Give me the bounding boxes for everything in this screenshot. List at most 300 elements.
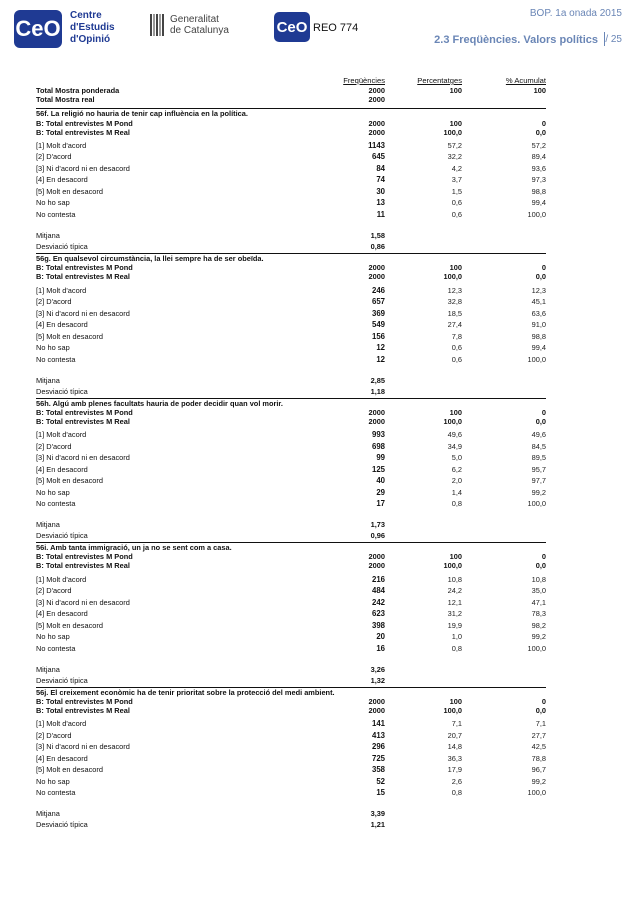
base-row	[36, 552, 546, 561]
ceo-logo: CeO	[14, 10, 62, 48]
cell-label: [2] D'acord	[36, 441, 72, 451]
cell-label: No contesta	[36, 209, 76, 219]
cell-v3: 98,8	[531, 331, 546, 341]
cell-v2: 5,0	[451, 453, 462, 463]
cell-label: B: Total entrevistes M Real	[36, 416, 130, 426]
cell-v2: 20,7	[447, 730, 462, 740]
cell-label: B: Total entrevistes M Real	[36, 127, 130, 137]
page-header	[0, 0, 638, 60]
cell-v3: 99,4	[531, 343, 546, 352]
cell-v1: 1,58	[370, 230, 385, 240]
cell-v3: 47,1	[531, 597, 546, 607]
cell-v1: 216	[371, 574, 385, 584]
cell-v1: 698	[371, 441, 385, 451]
cell-label: B: Total entrevistes M Pond	[36, 263, 133, 273]
questions-container	[36, 108, 546, 830]
cell-v1: 657	[371, 297, 385, 306]
cell-v2: 12,3	[447, 285, 462, 295]
cell-v2: 100	[449, 86, 462, 95]
cell-v2: 7,1	[451, 719, 462, 729]
cell-v1: 2000	[368, 86, 385, 95]
cell-v3: 97,3	[531, 175, 546, 185]
cell-v3: 7,1	[535, 719, 546, 729]
answer-row	[36, 354, 546, 366]
cell-v3: 97,7	[531, 476, 546, 486]
cell-v2: 17,9	[447, 765, 462, 775]
cell-v3: 96,7	[531, 765, 546, 775]
cell-v3: 78,3	[531, 609, 546, 619]
cell-v3: 12,3	[531, 285, 546, 295]
cell-v3: 42,5	[531, 742, 546, 752]
answer-row	[36, 764, 546, 776]
cell-label: [3] Ni d'acord ni en desacord	[36, 597, 130, 607]
cell-v3: 98,8	[531, 186, 546, 196]
cell-v2: 100	[449, 118, 462, 128]
cell-v2: 24,2	[447, 586, 462, 596]
cell-label: Mitjana	[36, 809, 60, 819]
cell-v3: 78,8	[531, 753, 546, 763]
cell-v2: 0,6	[451, 198, 462, 208]
cell-v1: 246	[371, 285, 385, 295]
cell-label: [5] Molt en desacord	[36, 620, 103, 630]
cell-v1: 17	[376, 499, 385, 509]
cell-v2: 0,8	[451, 788, 462, 798]
answer-row	[36, 151, 546, 163]
cell-label: Mitjana	[36, 520, 60, 530]
answer-row	[36, 464, 546, 476]
survey-title: BOP. 1a onada 2015	[529, 8, 622, 19]
base-row	[36, 706, 546, 715]
cell-v1: 52	[376, 776, 385, 786]
spacer	[36, 220, 546, 230]
cell-label: [5] Molt en desacord	[36, 476, 103, 486]
base-row	[36, 272, 546, 281]
cell-v2: 100,0	[443, 127, 462, 137]
answer-row	[36, 498, 546, 510]
cell-v2: 1,0	[451, 632, 462, 642]
cell-v1: 3,26	[370, 664, 385, 674]
cell-v1: 12	[376, 343, 385, 352]
cell-v2: 36,3	[447, 753, 462, 763]
cell-label: [4] En desacord	[36, 609, 88, 619]
cell-v1: 2,85	[370, 375, 385, 385]
cell-label: No ho sap	[36, 487, 70, 497]
cell-v2: 19,9	[447, 620, 462, 630]
cell-v2: 27,4	[447, 320, 462, 329]
cell-label: [5] Molt en desacord	[36, 331, 103, 341]
cell-v2: 0,8	[451, 643, 462, 653]
cell-v1: 296	[371, 742, 385, 752]
cell-v2: 100,0	[443, 272, 462, 282]
cell-v2: 14,8	[447, 742, 462, 752]
stat-row	[36, 375, 546, 386]
cell-v2: 3,7	[451, 175, 462, 185]
cell-v3: 0,0	[535, 561, 546, 571]
cell-v1: 398	[371, 620, 385, 630]
cell-v3: 45,1	[531, 297, 546, 306]
cell-v2: 100	[449, 552, 462, 562]
cell-v3: 100,0	[527, 788, 546, 798]
cell-v1: 20	[376, 632, 385, 642]
cell-v3: 100	[533, 86, 546, 95]
answer-row	[36, 174, 546, 186]
base-row	[36, 263, 546, 272]
total-row	[36, 95, 546, 104]
question-section	[36, 253, 546, 397]
answer-row	[36, 776, 546, 788]
reo-label: REO 774	[313, 22, 359, 34]
answer-row	[36, 643, 546, 655]
cell-v2: 18,5	[447, 308, 462, 318]
cell-v3: 89,5	[531, 453, 546, 463]
cell-v1: 358	[371, 765, 385, 775]
cell-v3: 0	[541, 552, 546, 562]
cell-v2: 57,2	[447, 140, 462, 150]
cell-label: No ho sap	[36, 343, 70, 352]
cell-v1: 484	[371, 586, 385, 596]
cell-v3: 95,7	[531, 464, 546, 474]
cell-v2: 0,6	[451, 343, 462, 352]
cell-v1: 141	[371, 719, 385, 729]
cell-v1: 156	[371, 331, 385, 341]
cell-label: Desviació típica	[36, 386, 88, 396]
answer-row	[36, 730, 546, 742]
cell-v1: 2000	[368, 552, 385, 562]
cell-v3: 100,0	[527, 499, 546, 509]
answer-row	[36, 140, 546, 152]
column-header-frequencies: Freqüències	[343, 76, 385, 85]
stat-row	[36, 808, 546, 819]
cell-label: [4] En desacord	[36, 753, 88, 763]
answer-row	[36, 163, 546, 175]
stat-row	[36, 819, 546, 830]
base-block	[36, 408, 546, 426]
answer-row	[36, 186, 546, 198]
cell-v1: 2000	[368, 696, 385, 706]
base-row	[36, 119, 546, 128]
question-title: 56g. En qualsevol circumstància, la llei sempre ha de ser obeïda.	[36, 253, 264, 263]
totals-block	[36, 86, 546, 104]
cell-v3: 100,0	[527, 209, 546, 219]
cell-label: [1] Molt d'acord	[36, 285, 87, 295]
cell-v1: 242	[371, 597, 385, 607]
cell-label: [2] D'acord	[36, 730, 72, 740]
cell-v1: 645	[371, 152, 385, 162]
cell-v1: 549	[371, 320, 385, 329]
cell-label: [1] Molt d'acord	[36, 430, 87, 440]
question-title: 56i. Amb tanta immigració, un ja no se sent com a casa.	[36, 543, 232, 553]
section-title: 2.3 Freqüències. Valors polítics	[434, 34, 598, 46]
cell-v2: 100	[449, 263, 462, 273]
cell-label: [5] Molt en desacord	[36, 765, 103, 775]
cell-v1: 3,39	[370, 809, 385, 819]
cell-v1: 29	[376, 487, 385, 497]
stat-row	[36, 230, 546, 241]
cell-v1: 2000	[368, 706, 385, 715]
cell-v1: 0,86	[370, 241, 385, 251]
cell-v3: 0	[541, 118, 546, 128]
column-headers	[36, 70, 546, 86]
cell-label: Desviació típica	[36, 241, 88, 251]
cell-v2: 100	[449, 407, 462, 417]
cell-v1: 2000	[368, 272, 385, 282]
cell-v2: 100	[449, 696, 462, 706]
cell-v1: 84	[376, 163, 385, 173]
cell-label: [2] D'acord	[36, 152, 72, 162]
cell-v2: 2,6	[451, 776, 462, 786]
cell-label: B: Total entrevistes M Pond	[36, 118, 133, 128]
answer-row	[36, 429, 546, 441]
cell-label: B: Total entrevistes M Real	[36, 561, 130, 571]
answer-row	[36, 620, 546, 632]
page-number: / 25	[605, 34, 622, 45]
answer-row	[36, 308, 546, 320]
cell-v3: 99,2	[531, 776, 546, 786]
cell-label: No ho sap	[36, 632, 70, 642]
cell-v1: 369	[371, 308, 385, 318]
cell-v1: 125	[371, 464, 385, 474]
answer-row	[36, 631, 546, 643]
cell-label: Desviació típica	[36, 531, 88, 541]
cell-v1: 725	[371, 753, 385, 763]
cell-v3: 100,0	[527, 643, 546, 653]
cell-v2: 7,8	[451, 331, 462, 341]
answer-row	[36, 331, 546, 343]
column-header-cumulative: % Acumulat	[505, 76, 546, 85]
cell-v2: 6,2	[451, 464, 462, 474]
cell-v1: 1143	[368, 140, 385, 150]
cell-v2: 100,0	[443, 416, 462, 426]
base-row	[36, 417, 546, 426]
cell-label: [3] Ni d'acord ni en desacord	[36, 308, 130, 318]
cell-label: No contesta	[36, 499, 76, 509]
cell-v3: 10,8	[531, 574, 546, 584]
answer-row	[36, 608, 546, 620]
answer-row	[36, 597, 546, 609]
cell-v3: 57,2	[531, 140, 546, 150]
cell-label: Total Mostra ponderada	[36, 86, 120, 95]
cell-v2: 12,1	[447, 597, 462, 607]
question-section	[36, 687, 546, 831]
cell-v3: 89,4	[531, 152, 546, 162]
cell-v3: 91,0	[531, 320, 546, 329]
cell-label: [1] Molt d'acord	[36, 719, 87, 729]
ceo-name: Centre d'Estudis d'Opinió	[70, 10, 115, 45]
cell-label: [5] Molt en desacord	[36, 186, 103, 196]
cell-v3: 0	[541, 407, 546, 417]
cell-v1: 99	[376, 453, 385, 463]
cell-label: [2] D'acord	[36, 297, 72, 306]
base-block	[36, 552, 546, 570]
frequency-table	[36, 70, 546, 830]
cell-v1: 12	[376, 354, 385, 364]
cell-label: [4] En desacord	[36, 175, 88, 185]
cell-label: Desviació típica	[36, 820, 88, 830]
question-title: 56j. El creixement econòmic ha de tenir prioritat sobre la protecció del medi ambient.	[36, 687, 335, 697]
answer-row	[36, 585, 546, 597]
cell-v1: 0,96	[370, 531, 385, 541]
cell-v3: 35,0	[531, 586, 546, 596]
answer-row	[36, 741, 546, 753]
cell-label: Mitjana	[36, 230, 60, 240]
cell-v2: 0,6	[451, 354, 462, 364]
cell-v3: 93,6	[531, 163, 546, 173]
answer-row	[36, 342, 546, 354]
base-row	[36, 408, 546, 417]
cell-label: B: Total entrevistes M Real	[36, 272, 130, 282]
cell-v2: 100,0	[443, 561, 462, 571]
generalitat-emblem-icon	[150, 14, 164, 36]
cell-v3: 99,2	[531, 632, 546, 642]
answer-row	[36, 574, 546, 586]
base-row	[36, 128, 546, 137]
cell-v1: 30	[376, 186, 385, 196]
cell-v1: 623	[371, 609, 385, 619]
cell-v2: 32,2	[447, 152, 462, 162]
cell-v3: 27,7	[531, 730, 546, 740]
cell-label: [4] En desacord	[36, 320, 88, 329]
cell-label: B: Total entrevistes M Pond	[36, 407, 133, 417]
generalitat-name: Generalitat de Catalunya	[170, 14, 229, 36]
answer-row	[36, 487, 546, 499]
cell-label: No contesta	[36, 354, 76, 364]
cell-v1: 1,32	[370, 675, 385, 685]
question-title: 56h. Algú amb plenes facultats hauria de poder decidir quan vol morir.	[36, 398, 283, 408]
stat-row	[36, 386, 546, 397]
cell-v2: 1,5	[451, 186, 462, 196]
stat-row	[36, 519, 546, 530]
question-section	[36, 398, 546, 542]
cell-label: No contesta	[36, 788, 76, 798]
cell-label: [3] Ni d'acord ni en desacord	[36, 163, 130, 173]
cell-v3: 0,0	[535, 706, 546, 715]
cell-label: B: Total entrevistes M Pond	[36, 696, 133, 706]
stat-row	[36, 664, 546, 675]
cell-label: Desviació típica	[36, 675, 88, 685]
answer-row	[36, 285, 546, 297]
stat-row	[36, 530, 546, 541]
base-row	[36, 697, 546, 706]
base-row	[36, 561, 546, 570]
cell-v2: 0,8	[451, 499, 462, 509]
cell-v1: 993	[371, 430, 385, 440]
cell-v1: 11	[376, 209, 385, 219]
question-section	[36, 108, 546, 252]
total-row	[36, 86, 546, 95]
cell-v2: 34,9	[447, 441, 462, 451]
cell-v1: 2000	[368, 118, 385, 128]
answer-row	[36, 452, 546, 464]
cell-label: [3] Ni d'acord ni en desacord	[36, 742, 130, 752]
cell-v3: 0,0	[535, 272, 546, 282]
cell-v2: 0,6	[451, 209, 462, 219]
spacer	[36, 799, 546, 809]
cell-label: [1] Molt d'acord	[36, 140, 87, 150]
cell-label: Total Mostra real	[36, 95, 95, 105]
cell-label: B: Total entrevistes M Real	[36, 706, 130, 715]
column-header-percentages: Percentatges	[417, 76, 462, 85]
cell-label: [4] En desacord	[36, 464, 88, 474]
answer-row	[36, 319, 546, 331]
spacer	[36, 365, 546, 375]
cell-label: [2] D'acord	[36, 586, 72, 596]
cell-v1: 1,21	[370, 820, 385, 830]
cell-v1: 16	[376, 643, 385, 653]
cell-label: [3] Ni d'acord ni en desacord	[36, 453, 130, 463]
cell-v3: 0,0	[535, 127, 546, 137]
cell-v1: 2000	[368, 561, 385, 571]
cell-v1: 15	[376, 788, 385, 798]
cell-v2: 100,0	[443, 706, 462, 715]
cell-label: No contesta	[36, 643, 76, 653]
answer-row	[36, 753, 546, 765]
cell-v3: 99,2	[531, 487, 546, 497]
base-block	[36, 263, 546, 281]
reo-logo: CeO	[274, 12, 310, 42]
cell-v3: 98,2	[531, 620, 546, 630]
cell-v1: 2000	[368, 416, 385, 426]
cell-label: [1] Molt d'acord	[36, 574, 87, 584]
cell-label: B: Total entrevistes M Pond	[36, 552, 133, 562]
answer-row	[36, 209, 546, 221]
cell-v1: 1,73	[370, 520, 385, 530]
cell-v3: 100,0	[527, 354, 546, 364]
cell-v2: 49,6	[447, 430, 462, 440]
cell-v3: 63,6	[531, 308, 546, 318]
spacer	[36, 510, 546, 520]
answer-row	[36, 296, 546, 308]
question-section	[36, 542, 546, 686]
cell-v1: 413	[371, 730, 385, 740]
cell-v3: 84,5	[531, 441, 546, 451]
cell-v1: 1,18	[370, 386, 385, 396]
cell-v1: 2000	[368, 263, 385, 273]
cell-v3: 0,0	[535, 416, 546, 426]
cell-v1: 2000	[368, 407, 385, 417]
answer-row	[36, 197, 546, 209]
cell-v1: 2000	[368, 95, 385, 105]
answer-row	[36, 787, 546, 799]
base-block	[36, 119, 546, 137]
cell-v2: 4,2	[451, 163, 462, 173]
cell-v3: 49,6	[531, 430, 546, 440]
cell-v2: 31,2	[447, 609, 462, 619]
answer-row	[36, 475, 546, 487]
cell-label: No ho sap	[36, 198, 70, 208]
answer-row	[36, 441, 546, 453]
cell-v3: 99,4	[531, 198, 546, 208]
base-block	[36, 697, 546, 715]
cell-label: Mitjana	[36, 375, 60, 385]
stat-row	[36, 675, 546, 686]
cell-v1: 13	[376, 198, 385, 208]
cell-label: Mitjana	[36, 664, 60, 674]
question-title: 56f. La religió no hauria de tenir cap influència en la política.	[36, 109, 248, 119]
stat-row	[36, 241, 546, 252]
cell-v2: 32,8	[447, 297, 462, 306]
cell-v2: 1,4	[451, 487, 462, 497]
cell-v2: 2,0	[451, 476, 462, 486]
answer-row	[36, 718, 546, 730]
cell-v1: 74	[376, 175, 385, 185]
cell-v2: 10,8	[447, 574, 462, 584]
cell-v1: 2000	[368, 127, 385, 137]
cell-v3: 0	[541, 263, 546, 273]
cell-label: No ho sap	[36, 776, 70, 786]
spacer	[36, 654, 546, 664]
cell-v1: 40	[376, 476, 385, 486]
cell-v3: 0	[541, 696, 546, 706]
